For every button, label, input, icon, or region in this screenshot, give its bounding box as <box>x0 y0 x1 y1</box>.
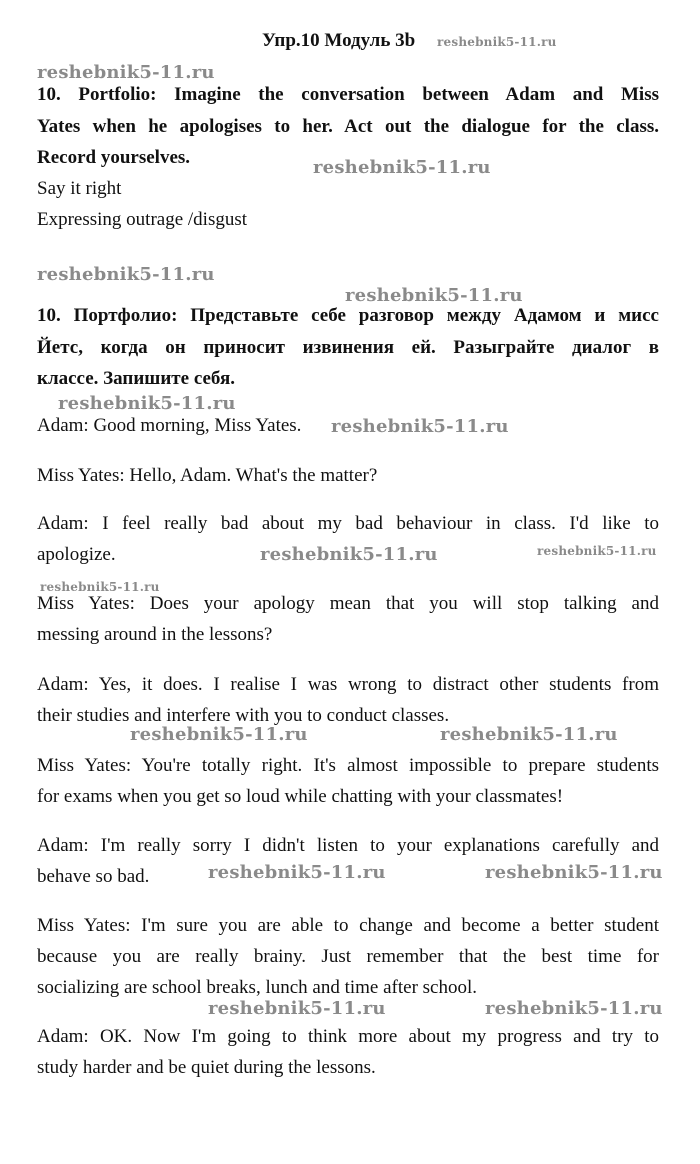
dialogue-line: Miss Yates: I'm sure you are able to change and become a better student <box>37 915 659 936</box>
dialogue-line: apologize. <box>37 544 116 565</box>
watermark: reshebnik5-11.ru <box>37 264 215 285</box>
watermark: reshebnik5-11.ru <box>485 862 663 883</box>
watermark: reshebnik5-11.ru <box>537 544 657 558</box>
watermark: reshebnik5-11.ru <box>331 416 509 437</box>
dialogue-line: study harder and be quiet during the lessons. <box>37 1057 376 1078</box>
dialogue-line: Miss Yates: Does your apology mean that you will stop talking and <box>37 593 659 614</box>
dialogue-line: Adam: Yes, it does. I realise I was wrong to distract other students from <box>37 674 659 695</box>
task-ru-line: Йетс, когда он приносит извинения ей. Разыграйте диалог в <box>37 337 659 358</box>
dialogue-line: their studies and interfere with you to conduct classes. <box>37 705 450 726</box>
task-en-line: Yates when he apologises to her. Act out the dialogue for the class. <box>37 116 659 137</box>
dialogue-line: Miss Yates: You're totally right. It's almost impossible to prepare students <box>37 755 659 776</box>
watermark: reshebnik5-11.ru <box>37 62 215 83</box>
watermark: reshebnik5-11.ru <box>208 862 386 883</box>
dialogue-line: messing around in the lessons? <box>37 624 273 645</box>
dialogue-line: Adam: OK. Now I'm going to think more about my progress and try to <box>37 1026 659 1047</box>
watermark: reshebnik5-11.ru <box>485 998 663 1019</box>
watermark: reshebnik5-11.ru <box>260 544 438 565</box>
task-en-line: 10. Portfolio: Imagine the conversation between Adam and Miss <box>37 84 659 105</box>
dialogue-line: behave so bad. <box>37 866 150 887</box>
watermark: reshebnik5-11.ru <box>58 393 236 414</box>
watermark: reshebnik5-11.ru <box>130 724 308 745</box>
section-subheading: Expressing outrage /disgust <box>37 209 248 230</box>
watermark: reshebnik5-11.ru <box>437 35 557 49</box>
dialogue-line: socializing are school breaks, lunch and time after school. <box>37 977 478 998</box>
section-heading: Say it right <box>37 178 122 199</box>
watermark: reshebnik5-11.ru <box>313 157 491 178</box>
dialogue-line: Adam: I feel really bad about my bad behaviour in class. I'd like to <box>37 513 659 534</box>
watermark: reshebnik5-11.ru <box>208 998 386 1019</box>
dialogue-line: for exams when you get so loud while chatting with your classmates! <box>37 786 564 807</box>
dialogue-line: Adam: Good morning, Miss Yates. <box>37 415 302 436</box>
watermark: reshebnik5-11.ru <box>40 580 160 594</box>
watermark: reshebnik5-11.ru <box>440 724 618 745</box>
dialogue-line: Adam: I'm really sorry I didn't listen to your explanations carefully and <box>37 835 659 856</box>
task-ru-line: 10. Портфолио: Представьте себе разговор между Адамом и мисс <box>37 305 659 326</box>
dialogue-line: Miss Yates: Hello, Adam. What's the matter? <box>37 465 378 486</box>
task-en-line: Record yourselves. <box>37 147 191 168</box>
task-ru-line: классе. Запишите себя. <box>37 368 235 389</box>
page-title: Упр.10 Модуль 3b <box>262 30 416 51</box>
dialogue-line: because you are really brainy. Just remember that the best time for <box>37 946 659 967</box>
watermark: reshebnik5-11.ru <box>345 285 523 306</box>
